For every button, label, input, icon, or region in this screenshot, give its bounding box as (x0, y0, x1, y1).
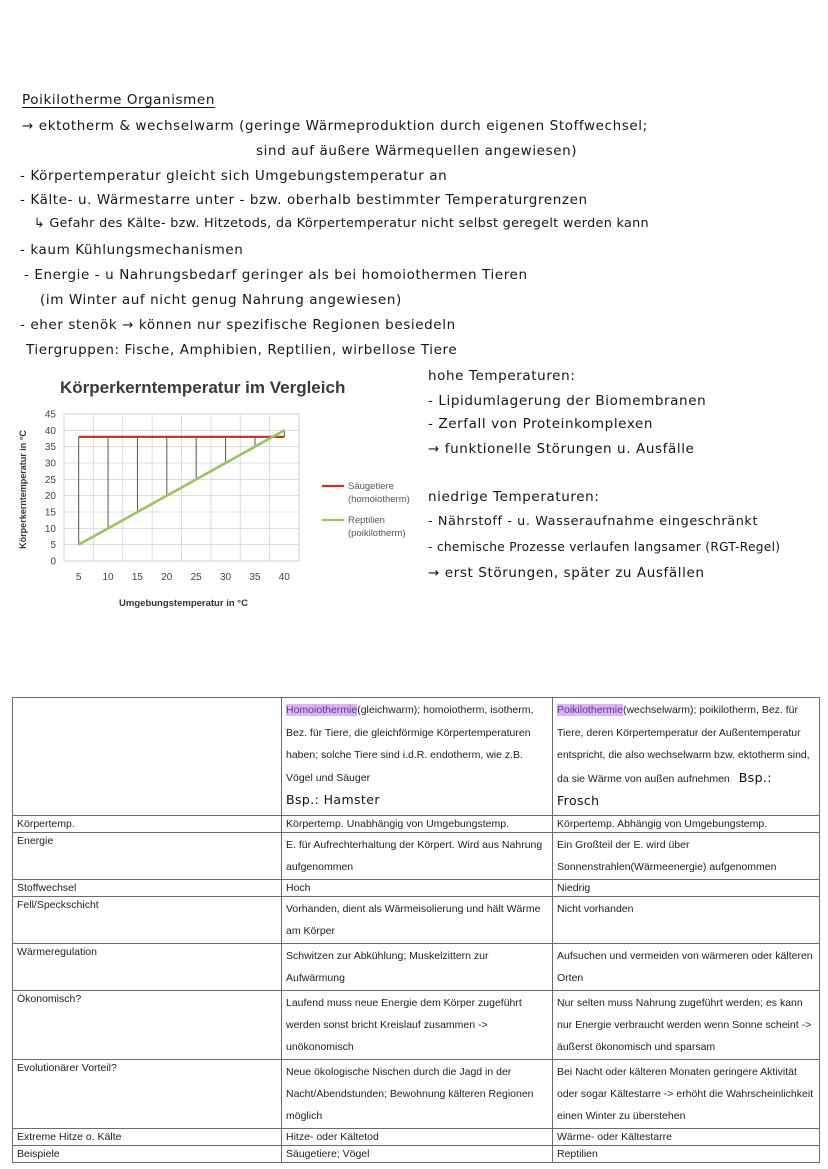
y-tick-label: 40 (44, 425, 56, 437)
header-poikilothermie (553, 698, 820, 816)
homoiothermie-definition: (gleichwarm); homoiotherm, isotherm, Bez. für Tiere, die gleichförmige Körpertemperaturen haben; solche Tiere sind i.d.R. endotherm, wie z.B. Vögel und Säuger (286, 704, 534, 784)
table-row (13, 1145, 820, 1162)
row-label: Wärmeregulation (13, 943, 282, 990)
table-row (13, 1059, 820, 1128)
note-line: → ektotherm & wechselwarm (geringe Wärmeproduktion durch eigenen Stoffwechsel; (22, 118, 648, 134)
x-tick-label: 30 (220, 572, 232, 583)
table-header-row (13, 698, 820, 816)
high-temp-item: - Zerfall von Proteinkomplexen (428, 416, 654, 432)
poikilo-cell: Körpertemp. Abhängig von Umgebungstemp. (553, 815, 820, 832)
y-tick-label: 20 (44, 491, 56, 503)
homoio-cell: Neue ökologische Nischen durch die Jagd in der Nacht/Abendstunden; Bewohnung kälteren Regionen möglich (282, 1059, 553, 1128)
homoiothermie-term: Homoiothermie (286, 704, 358, 716)
notes-title: Poikilotherme Organismen (22, 92, 215, 108)
row-label: Körpertemp. (13, 815, 282, 832)
row-label: Fell/Speckschicht (13, 896, 282, 943)
poikilo-cell: Ein Großteil der E. wird über Sonnenstrahlen(Wärmeenergie) aufgenommen (553, 832, 820, 879)
legend-label: (homoiotherm) (348, 494, 410, 505)
poikilothermie-definition: (wechselwarm); poikilotherm, Bez. für Tiere, deren Körpertemperatur der Außentemperatur entspricht, die also wechselwarm bzw. ektotherm sind, da sie Wärme von außen aufnehmen (557, 704, 810, 785)
poikilo-cell: Aufsuchen und vermeiden von wärmeren oder kälteren Orten (553, 943, 820, 990)
y-tick-label: 30 (44, 458, 56, 470)
poikilo-cell: Niedrig (553, 879, 820, 896)
body-temperature-chart (14, 366, 434, 616)
low-temp-item: - Nährstoff - u. Wasseraufnahme eingeschränkt (428, 514, 759, 529)
comparison-table-wrap (12, 697, 816, 1163)
note-line: Tiergruppen: Fische, Amphibien, Reptilien, wirbellose Tiere (26, 342, 458, 358)
y-tick-label: 25 (44, 474, 56, 486)
x-tick-label: 5 (75, 572, 82, 583)
poikilo-cell: Wärme- oder Kältestarre (553, 1128, 820, 1145)
row-label: Extreme Hitze o. Kälte (13, 1128, 282, 1145)
high-temp-item: - Lipidumlagerung der Biomembranen (428, 393, 707, 409)
homoiothermie-example: Bsp.: Hamster (286, 792, 380, 807)
x-tick-label: 35 (249, 572, 261, 583)
table-row (13, 990, 820, 1059)
chart-title: Körperkerntemperatur im Vergleich (60, 378, 346, 397)
y-axis-label: Körperkerntemperatur in °C (18, 430, 28, 549)
table-row (13, 943, 820, 990)
table-row (13, 832, 820, 879)
poikilothermie-example: Bsp.: Frosch (557, 769, 772, 808)
high-temp-item: → funktionelle Störungen u. Ausfälle (428, 441, 695, 457)
y-tick-label: 5 (50, 540, 56, 552)
table-row (13, 815, 820, 832)
poikilo-cell: Nicht vorhanden (553, 896, 820, 943)
y-tick-label: 35 (44, 442, 56, 454)
homoio-cell: Hitze- oder Kältetod (282, 1128, 553, 1145)
x-tick-label: 20 (161, 572, 173, 583)
x-tick-label: 25 (190, 572, 202, 583)
header-empty-cell (13, 698, 282, 816)
low-temp-item: → erst Störungen, später zu Ausfällen (428, 565, 705, 581)
legend-label: Reptilien (348, 515, 385, 526)
x-axis-label: Umgebungstemperatur in °C (119, 598, 248, 609)
y-tick-label: 15 (44, 507, 56, 519)
note-line: - Körpertemperatur gleicht sich Umgebungstemperatur an (20, 168, 448, 184)
poikilothermie-term: Poikilothermie (557, 704, 623, 716)
poikilo-cell: Bei Nacht oder kälteren Monaten geringere Aktivität oder sogar Kältestarre -> erhöht die Wahrscheinlichkeit einen Winter zu überstehen (553, 1059, 820, 1128)
poikilo-cell: Reptilien (553, 1145, 820, 1162)
note-line: (im Winter auf nicht genug Nahrung angewiesen) (40, 292, 402, 308)
low-temp-item: - chemische Prozesse verlaufen langsamer (RGT-Regel) (428, 540, 781, 554)
y-tick-label: 45 (44, 409, 56, 421)
note-line: - Energie - u Nahrungsbedarf geringer als bei homoiothermen Tieren (24, 267, 528, 283)
poikilo-cell: Nur selten muss Nahrung zugeführt werden; es kann nur Energie verbraucht werden wenn Sonne scheint -> äußerst ökonomisch und sparsam (553, 990, 820, 1059)
row-label: Evolutionärer Vorteil? (13, 1059, 282, 1128)
x-tick-label: 40 (278, 572, 290, 583)
comparison-table (12, 697, 820, 1163)
x-tick-label: 10 (102, 572, 114, 583)
homoio-cell: Laufend muss neue Energie dem Körper zugeführt werden sonst bricht Kreislauf zusammen -> unökonomisch (282, 990, 553, 1059)
row-label: Beispiele (13, 1145, 282, 1162)
homoio-cell: Körpertemp. Unabhängig von Umgebungstemp. (282, 815, 553, 832)
row-label: Stoffwechsel (13, 879, 282, 896)
note-line: - kaum Kühlungsmechanismen (20, 242, 244, 258)
x-tick-label: 15 (131, 572, 143, 583)
table-row (13, 896, 820, 943)
homoio-cell: Schwitzen zur Abkühlung; Muskelzittern zur Aufwärmung (282, 943, 553, 990)
legend-label: Säugetiere (348, 481, 394, 492)
table-row (13, 879, 820, 896)
row-label: Energie (13, 832, 282, 879)
high-temp-title: hohe Temperaturen: (428, 368, 576, 384)
row-label: Ökonomisch? (13, 990, 282, 1059)
header-homoiothermie (282, 698, 553, 816)
note-line: ↳ Gefahr des Kälte- bzw. Hitzetods, da Körpertemperatur nicht selbst geregelt werden kann (34, 216, 649, 231)
homoio-cell: E. für Aufrechterhaltung der Körpert. Wird aus Nahrung aufgenommen (282, 832, 553, 879)
homoio-cell: Vorhanden, dient als Wärmeisolierung und hält Wärme am Körper (282, 896, 553, 943)
note-line: sind auf äußere Wärmequellen angewiesen) (256, 143, 578, 159)
table-row (13, 1128, 820, 1145)
legend-label: (poikilotherm) (348, 528, 406, 539)
y-tick-label: 0 (50, 556, 56, 568)
note-line: - Kälte- u. Wärmestarre unter - bzw. oberhalb bestimmter Temperaturgrenzen (20, 192, 588, 208)
low-temp-title: niedrige Temperaturen: (428, 489, 600, 505)
y-tick-label: 10 (44, 523, 56, 535)
homoio-cell: Säugetiere; Vögel (282, 1145, 553, 1162)
note-line: - eher stenök → können nur spezifische Regionen besiedeln (20, 317, 456, 333)
homoio-cell: Hoch (282, 879, 553, 896)
